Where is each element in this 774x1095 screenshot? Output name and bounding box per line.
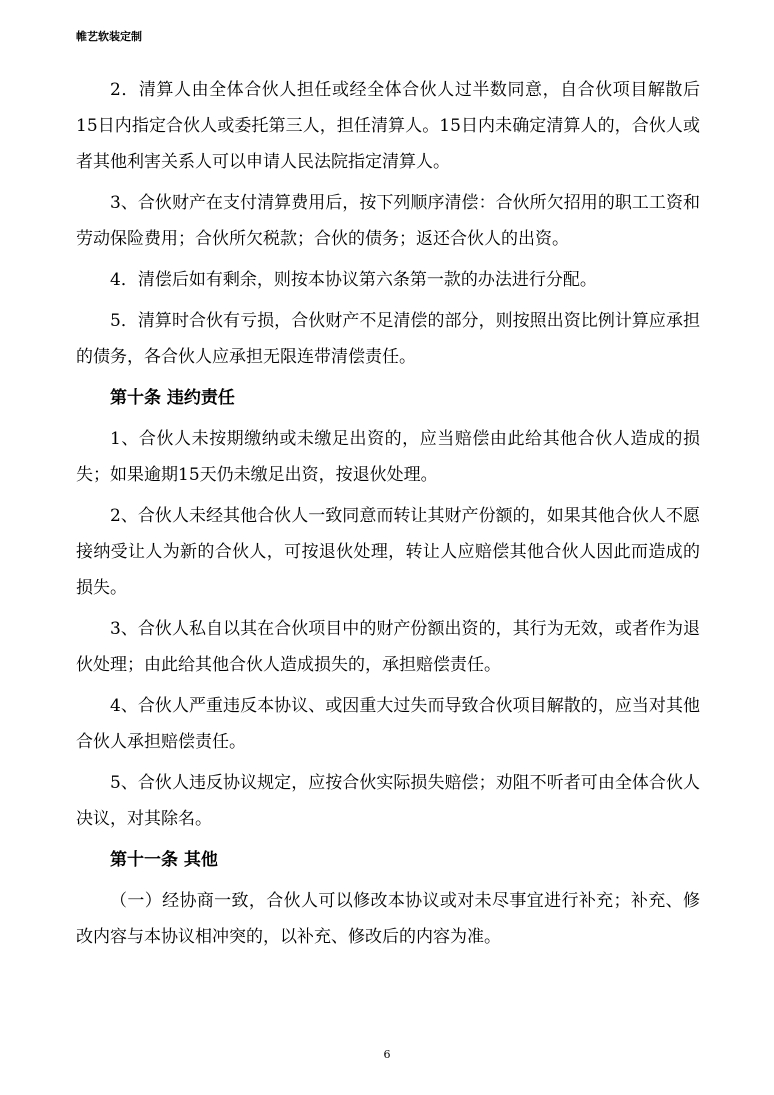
- paragraph-breach-4: 4、合伙人严重违反本协议、或因重大过失而导致合伙项目解散的，应当对其他合伙人承担赔偿责任。: [76, 696, 700, 752]
- paragraph-breach-5: 5、合伙人违反协议规定，应按合伙实际损失赔偿；劝阻不听者可由全体合伙人决议，对其除名。: [76, 773, 700, 829]
- paragraph-breach-1: 1、合伙人未按期缴纳或未缴足出资的，应当赔偿由此给其他合伙人造成的损失；如果逾期15天仍未缴足出资，按退伙处理。: [76, 429, 700, 485]
- paragraph-clearing-4: 4．清偿后如有剩余，则按本协议第六条第一款的办法进行分配。: [110, 270, 597, 290]
- section-heading-article-11: 第十一条 其他: [110, 850, 218, 870]
- section-heading-article-10: 第十条 违约责任: [110, 388, 235, 408]
- paragraph-clearing-3: 3、合伙财产在支付清算费用后，按下列顺序清偿：合伙所欠招用的职工工资和劳动保险费用；合伙所欠税款；合伙的债务；返还合伙人的出资。: [76, 193, 700, 249]
- paragraph-clearing-2: 2．清算人由全体合伙人担任或经全体合伙人过半数同意，自合伙项目解散后15日内指定合伙人或委托第三人，担任清算人。15日内未确定清算人的，合伙人或者其他利害关系人可以申请人民法院指定清算人。: [76, 80, 700, 172]
- document-header: 帷艺软装定制: [76, 30, 142, 43]
- page-number: 6: [383, 1048, 391, 1061]
- paragraph-breach-3: 3、合伙人私自以其在合伙项目中的财产份额出资的，其行为无效，或者作为退伙处理；由此给其他合伙人造成损失的，承担赔偿责任。: [76, 619, 700, 675]
- paragraph-clearing-5: 5．清算时合伙有亏损，合伙财产不足清偿的部分，则按照出资比例计算应承担的债务，各合伙人应承担无限连带清偿责任。: [76, 311, 700, 367]
- document-body: [76, 72, 700, 960]
- paragraph-other-1: （一）经协商一致，合伙人可以修改本协议或对未尽事宜进行补充；补充、修改内容与本协议相冲突的，以补充、修改后的内容为准。: [76, 891, 700, 947]
- paragraph-breach-2: 2、合伙人未经其他合伙人一致同意而转让其财产份额的，如果其他合伙人不愿接纳受让人为新的合伙人，可按退伙处理，转让人应赔偿其他合伙人因此而造成的损失。: [76, 506, 700, 598]
